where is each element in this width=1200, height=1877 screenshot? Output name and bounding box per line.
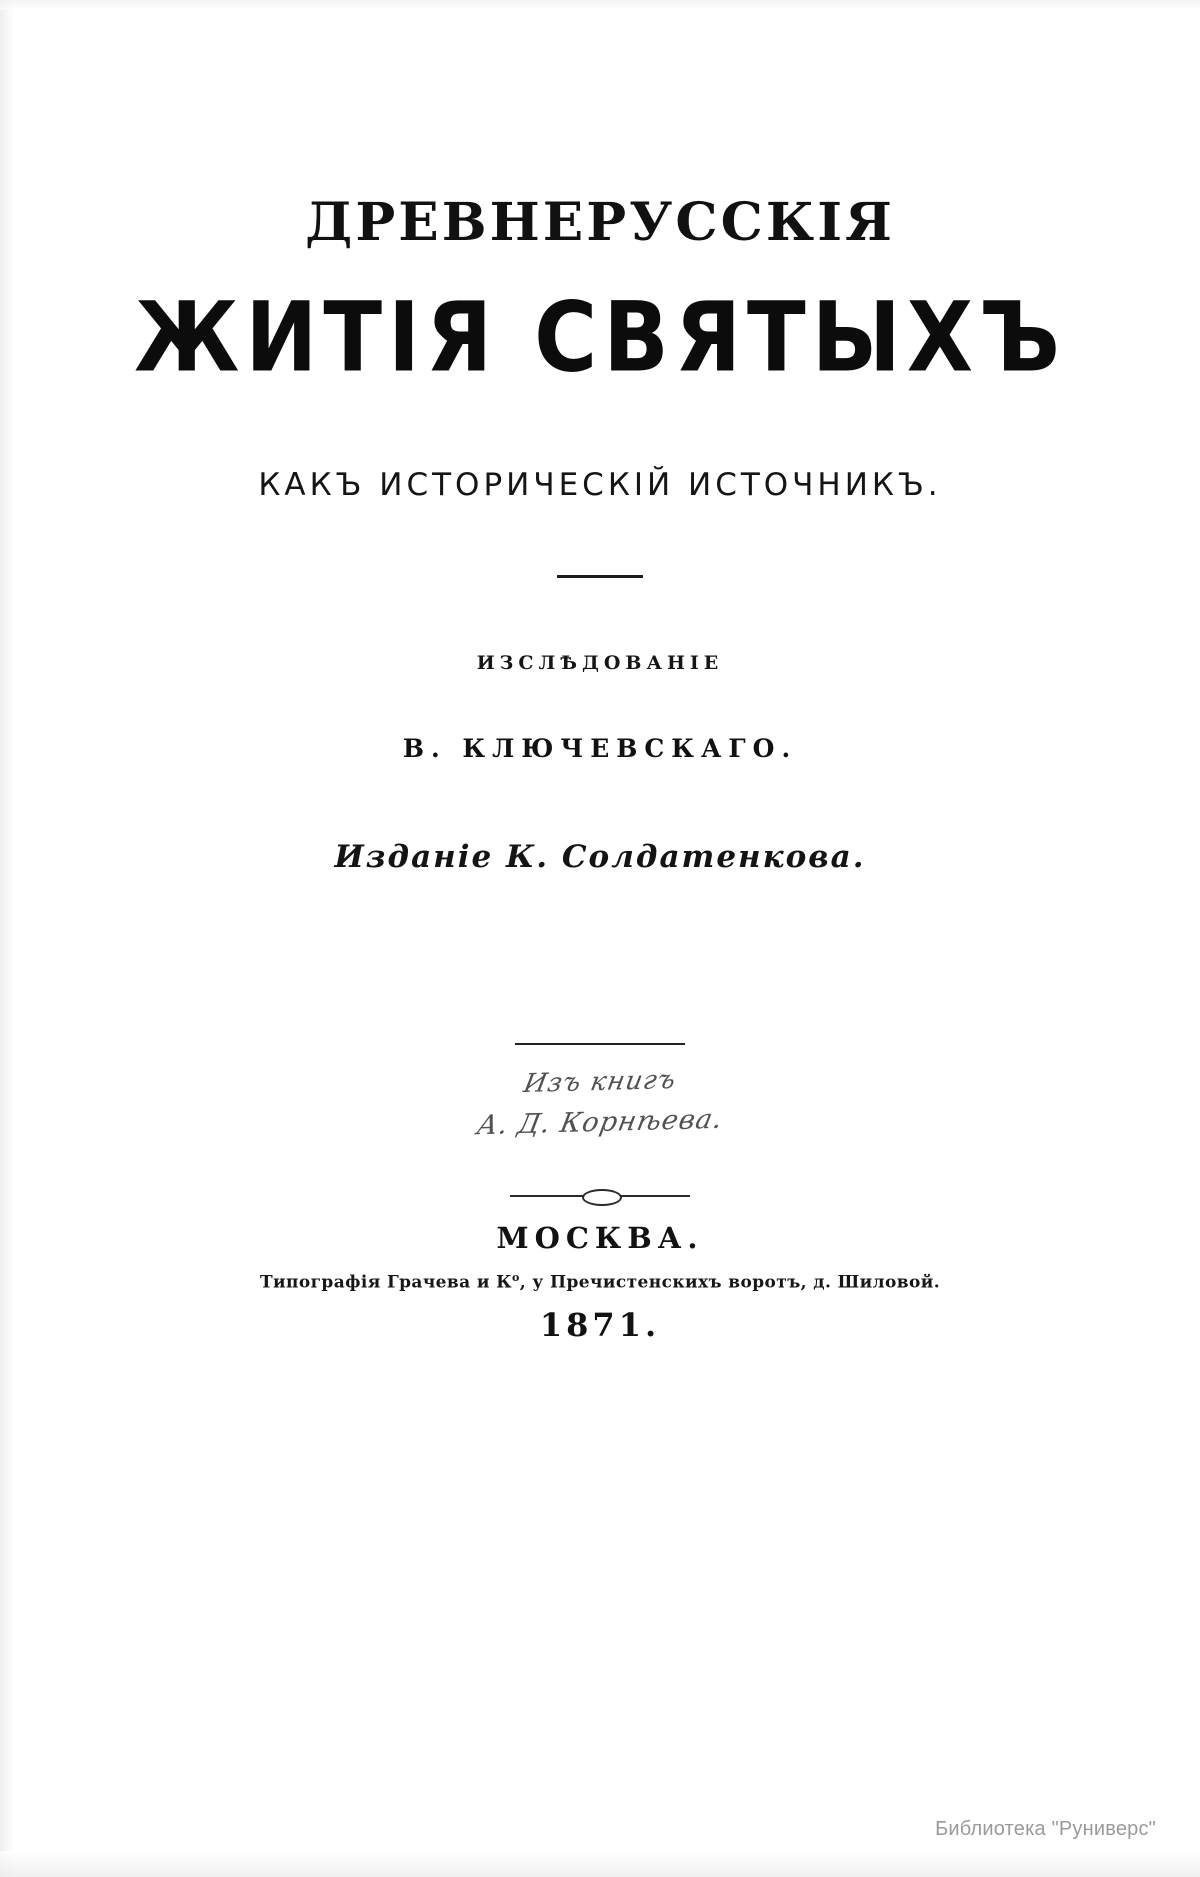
printer-imprint: [0, 1271, 1200, 1293]
library-watermark: Библиотека "Руниверс": [935, 1818, 1156, 1840]
inscription-line-1: Изъ книгъ: [521, 1064, 679, 1099]
scan-edge-bottom: [0, 1851, 1200, 1877]
edition-statement: Изданіе К. Солдатенкова.: [334, 838, 866, 875]
publication-city: МОСКВА.: [496, 1220, 704, 1255]
printer-address: , у Пречистенскихъ воротъ, д. Шиловой.: [519, 1272, 941, 1293]
divider-rule-long: [515, 1043, 685, 1045]
ornament-flourish: [510, 1189, 690, 1203]
subtitle: КАКЪ ИСТОРИЧЕСКІЙ ИСТОЧНИКЪ.: [258, 466, 942, 503]
work-kind-label: ИЗСЛѢДОВАНІЕ: [476, 651, 724, 674]
printer-superscript: о: [512, 1270, 520, 1284]
author-name: В. КЛЮЧЕВСКАГО.: [402, 733, 798, 763]
printer-name: Типографія Грачева и К: [259, 1272, 513, 1293]
supertitle: ДРЕВНЕРУССКІЯ: [305, 192, 895, 253]
inscription-line-2: А. Д. Корнѣева.: [474, 1103, 726, 1141]
handwritten-ownership-inscription: [0, 1064, 1200, 1179]
page-title: ЖИТІЯ СВЯТЫХЪ: [134, 281, 1066, 394]
divider-rule-short: [557, 575, 643, 578]
ornament-knot: [582, 1189, 622, 1206]
publication-year: 1871.: [539, 1306, 661, 1345]
